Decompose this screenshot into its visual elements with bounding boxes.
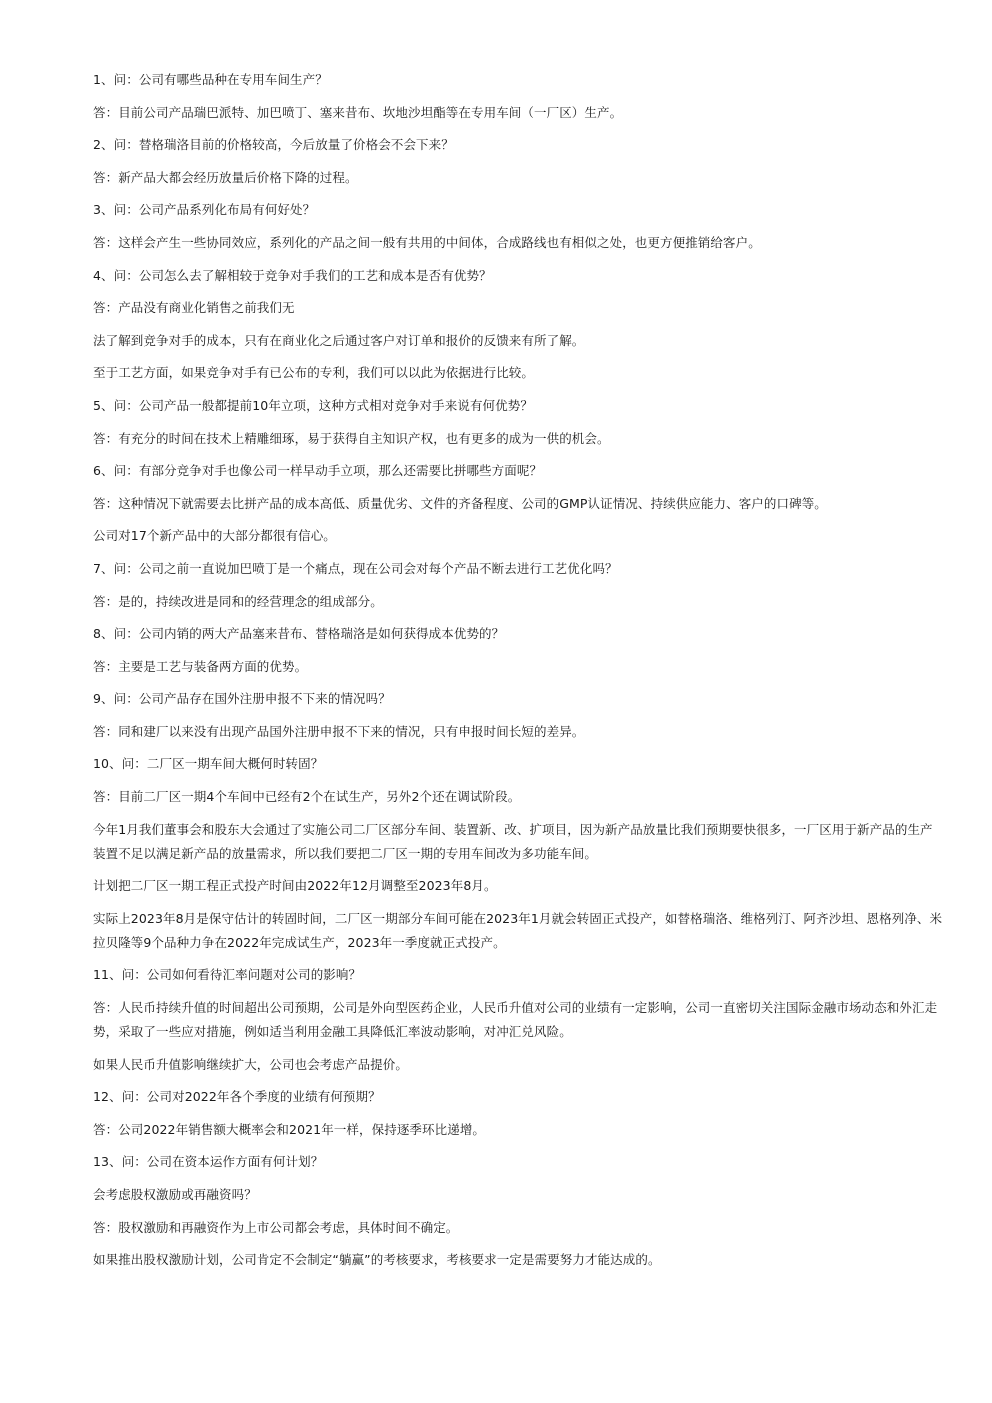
answer-2: 答：新产品大都会经历放量后价格下降的过程。 bbox=[93, 169, 358, 185]
question-9: 9、问：公司产品存在国外注册申报不下来的情况吗？ bbox=[93, 691, 391, 707]
answer-6: 答：这种情况下就需要去比拼产品的成本高低、质量优劣、文件的齐备程度、公司的GMP认证情况、持续供应能力、客户的口碑等。 bbox=[93, 495, 827, 511]
answer-10-paragraph-3: 计划把二厂区一期工程正式投产时间由2022年12月调整至2023年8月。 bbox=[93, 878, 497, 894]
question-5: 5、问：公司产品一般都提前10年立项，这种方式相对竞争对手来说有何优势？ bbox=[93, 397, 533, 413]
answer-4: 答：产品没有商业化销售之前我们无 bbox=[93, 300, 295, 316]
answer-7: 答：是的，持续改进是同和的经营理念的组成部分。 bbox=[93, 593, 383, 609]
answer-10-paragraph-4: 实际上2023年8月是保守估计的转固时间，二厂区一期部分车间可能在2023年1月就会转固正式投产，如替格瑞洛、维格列汀、阿齐沙坦、恩格列净、米拉贝隆等9个品种力争在2022年完成试生产，2023年一季度就正式投产。 bbox=[93, 910, 943, 950]
document-body bbox=[93, 68, 943, 1281]
question-11: 11、问：公司如何看待汇率问题对公司的影响？ bbox=[93, 967, 362, 983]
answer-10-paragraph-2: 今年1月我们董事会和股东大会通过了实施公司二厂区部分车间、装置新、改、扩项目，因为新产品放量比我们预期要快很多，一厂区用于新产品的生产装置不足以满足新产品的放量需求，所以我们要把二厂区一期的专用车间改为多功能车间。 bbox=[93, 821, 933, 861]
answer-11: 答：人民币持续升值的时间超出公司预期，公司是外向型医药企业，人民币升值对公司的业绩有一定影响，公司一直密切关注国际金融市场动态和外汇走势，采取了一些应对措施，例如适当利用金融工具降低汇率波动影响，对冲汇兑风险。 bbox=[93, 1000, 938, 1040]
answer-13-paragraph-2: 如果推出股权激励计划，公司肯定不会制定“躺赢”的考核要求，考核要求一定是需要努力才能达成的。 bbox=[93, 1252, 661, 1268]
question-2: 2、问：替格瑞洛目前的价格较高，今后放量了价格会不会下来？ bbox=[93, 137, 454, 153]
answer-13: 答：股权激励和再融资作为上市公司都会考虑，具体时间不确定。 bbox=[93, 1219, 459, 1235]
answer-6-paragraph: 公司对17个新产品中的大部分都很有信心。 bbox=[93, 528, 336, 544]
answer-5: 答：有充分的时间在技术上精雕细琢，易于获得自主知识产权，也有更多的成为一供的机会。 bbox=[93, 430, 610, 446]
question-4: 4、问：公司怎么去了解相较于竞争对手我们的工艺和成本是否有优势？ bbox=[93, 267, 492, 283]
question-7: 7、问：公司之前一直说加巴喷丁是一个痛点，现在公司会对每个产品不断去进行工艺优化吗？ bbox=[93, 560, 618, 576]
answer-9: 答：同和建厂以来没有出现产品国外注册申报不下来的情况，只有申报时间长短的差异。 bbox=[93, 723, 585, 739]
answer-11-paragraph-2: 如果人民币升值影响继续扩大，公司也会考虑产品提价。 bbox=[93, 1056, 409, 1072]
answer-3: 答：这样会产生一些协同效应，系列化的产品之间一般有共用的中间体，合成路线也有相似之处，也更方便推销给客户。 bbox=[93, 234, 761, 250]
answer-8: 答：主要是工艺与装备两方面的优势。 bbox=[93, 658, 308, 674]
answer-4-paragraph: 至于工艺方面，如果竞争对手有已公布的专利，我们可以以此为依据进行比较。 bbox=[93, 365, 535, 381]
answer-12: 答：公司2022年销售额大概率会和2021年一样，保持逐季环比递增。 bbox=[93, 1121, 486, 1137]
question-1: 1、问：公司有哪些品种在专用车间生产？ bbox=[93, 72, 328, 87]
question-12: 12、问：公司对2022年各个季度的业绩有何预期？ bbox=[93, 1089, 381, 1105]
answer-1: 答：目前公司产品瑞巴派特、加巴喷丁、塞来昔布、坎地沙坦酯等在专用车间（一厂区）生产。 bbox=[93, 104, 623, 120]
answer-10: 答：目前二厂区一期4个车间中已经有2个在试生产，另外2个还在调试阶段。 bbox=[93, 789, 521, 805]
question-3: 3、问：公司产品系列化布局有何好处？ bbox=[93, 202, 316, 218]
question-8: 8、问：公司内销的两大产品塞来昔布、替格瑞洛是如何获得成本优势的？ bbox=[93, 626, 505, 642]
question-6: 6、问：有部分竞争对手也像公司一样早动手立项，那么还需要比拼哪些方面呢？ bbox=[93, 463, 543, 479]
question-13-continued: 会考虑股权激励或再融资吗？ bbox=[93, 1187, 257, 1202]
answer-4-continued: 法了解到竞争对手的成本，只有在商业化之后通过客户对订单和报价的反馈来有所了解。 bbox=[93, 332, 585, 348]
question-13: 13、问：公司在资本运作方面有何计划？ bbox=[93, 1154, 324, 1170]
question-10: 10、问：二厂区一期车间大概何时转固？ bbox=[93, 756, 324, 772]
